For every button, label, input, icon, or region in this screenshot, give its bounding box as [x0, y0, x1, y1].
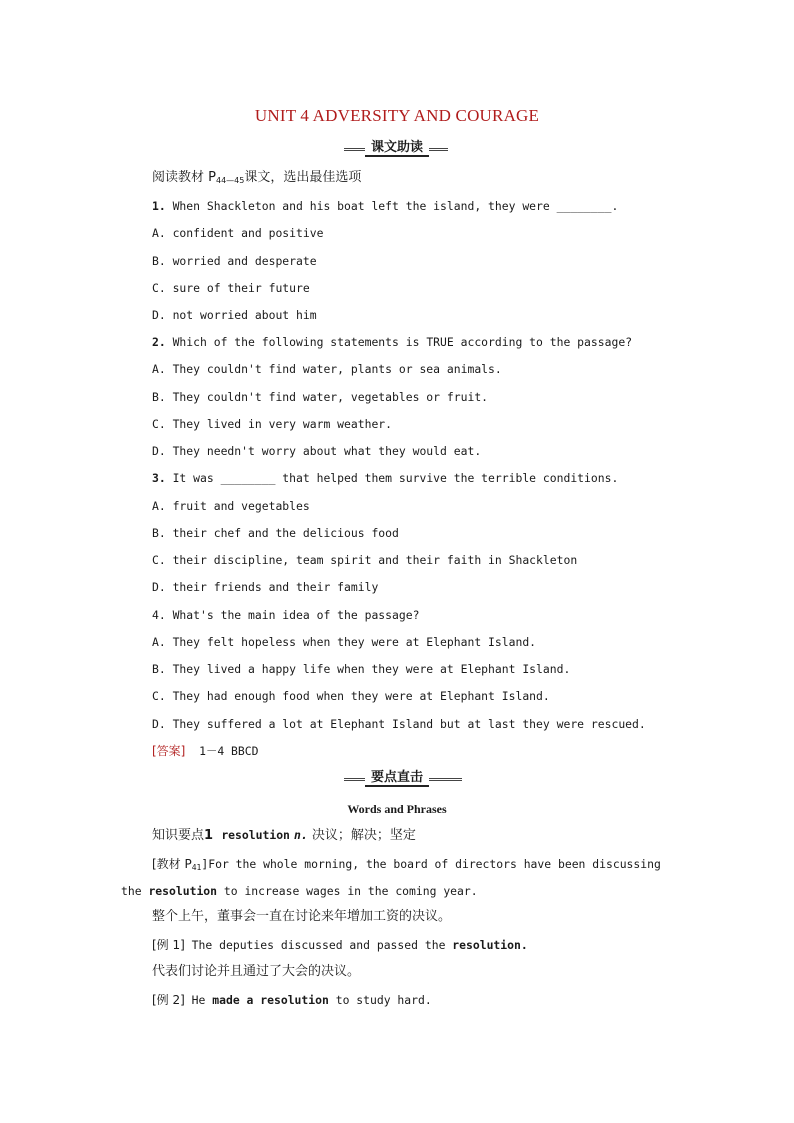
option-4b: B. They lived a happy life when they were at Elephant Island.: [152, 662, 571, 676]
answer-tag: [答案]: [152, 744, 186, 758]
option-1a: A. confident and positive: [152, 226, 324, 240]
option-2b: B. They couldn't find water, vegetables or fruit.: [152, 390, 489, 404]
option-3a: A. fruit and vegetables: [152, 499, 310, 513]
option-1d: D. not worried about him: [152, 308, 317, 322]
knowledge-point-1: 知识要点1 resolution n. 决议；解决；坚定: [152, 828, 416, 843]
question-1: 1. When Shackleton and his boat left the island, they were ________.: [152, 199, 619, 213]
option-2c: C. They lived in very warm weather.: [152, 417, 393, 431]
question-4: 4. What's the main idea of the passage?: [152, 608, 420, 622]
instruction-text: 阅读教材 $P_{44—45}$课文，选出最佳选项: [152, 170, 362, 185]
option-2d: D. They needn't worry about what they would eat.: [152, 444, 482, 458]
section-label-reading: 课文助读: [365, 140, 429, 157]
answer-line: [152, 743, 259, 759]
section-banner-reading: [0, 138, 794, 160]
option-3c: C. their discipline, team spirit and their faith in Shackleton: [152, 553, 578, 567]
words-heading: Words and Phrases: [347, 802, 447, 816]
textbook-translation: 整个上午，董事会一直在讨论来年增加工资的决议。: [152, 909, 452, 924]
option-4c: C. They had enough food when they were at Elephant Island.: [152, 689, 550, 703]
unit-title: UNIT 4 ADVERSITY AND COURAGE: [254, 106, 540, 125]
option-4a: A. They felt hopeless when they were at Elephant Island.: [152, 635, 537, 649]
textbook-quote-line1: [教材 $P_{41}]For$ the whole morning, the board of directors have been discussing: [152, 857, 661, 872]
option-1b: B. worried and desperate: [152, 254, 317, 268]
example-1-translation: 代表们讨论并且通过了大会的决议。: [152, 964, 361, 979]
section-label-keypoints: 要点直击: [365, 770, 429, 787]
option-1c: C. sure of their future: [152, 281, 310, 295]
question-3: 3. It was ________ that helped them survive the terrible conditions.: [152, 471, 619, 485]
question-2: 2. Which of the following statements is TRUE according to the passage?: [152, 335, 633, 349]
answer-text: 1－4 BBCD: [199, 744, 259, 758]
textbook-quote-line2: the resolution to increase wages in the coming year.: [121, 884, 478, 898]
option-4d: D. They suffered a lot at Elephant Island but at last they were rescued.: [152, 717, 646, 731]
section-banner-keypoints: [0, 768, 794, 790]
option-2a: A. They couldn't find water, plants or sea animals.: [152, 362, 502, 376]
option-3d: D. their friends and their family: [152, 580, 379, 594]
option-3b: B. their chef and the delicious food: [152, 526, 399, 540]
example-2: [例 2] He made a resolution to study hard.: [152, 993, 432, 1007]
example-1: [例 1] The deputies discussed and passed the resolution.: [152, 938, 528, 952]
